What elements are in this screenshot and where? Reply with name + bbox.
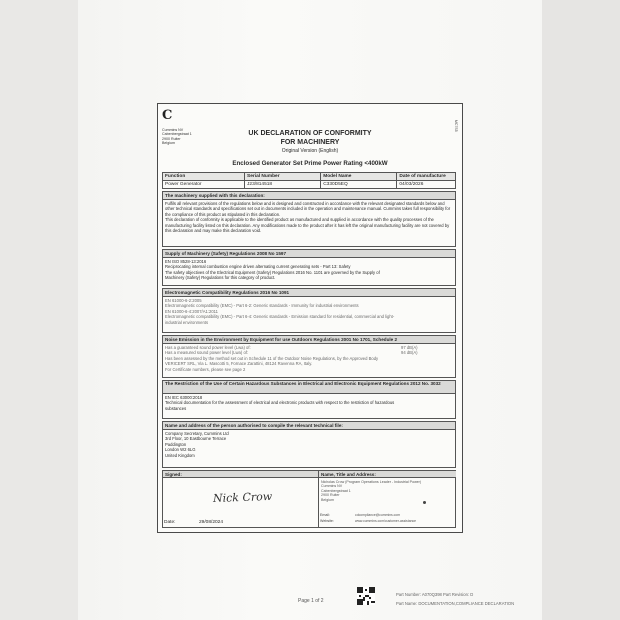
signed-label: Signed: xyxy=(163,471,318,478)
cell-serial: J23/814518 xyxy=(245,181,321,189)
document-id: MC7S5 xyxy=(454,120,458,132)
document-title-line2: FOR MACHINERY xyxy=(280,139,340,146)
product-table xyxy=(162,172,456,189)
section-emc xyxy=(162,288,456,333)
section-technical-file xyxy=(162,421,456,468)
col-serial: Serial Number xyxy=(245,173,321,181)
signatory-details-box xyxy=(319,471,456,527)
document-subtitle: Enclosed Generator Set Prime Power Rating <400kW xyxy=(232,160,388,167)
date-label: Date: xyxy=(164,520,176,525)
date-value: 29/08/2024 xyxy=(199,520,224,525)
section-noise xyxy=(162,335,456,378)
company-address: Cummins NV Cabenbergstraat 1 2900 Ruiter Belgium xyxy=(162,128,192,146)
document-title: UK DECLARATION OF CONFORMITY xyxy=(248,130,372,137)
section-heading: The machinery supplied with this declaration: xyxy=(163,192,455,200)
section-heading: Name and address of the person authorised to compile the relevant technical file: xyxy=(163,422,455,430)
product-table-header xyxy=(163,173,456,181)
col-function: Function xyxy=(163,173,245,181)
part-number: Part Number: A070Q398 Part Revision: D xyxy=(396,592,474,597)
email-value: cdcompliance@cummins.com xyxy=(355,513,401,517)
section-heading: Supply of Machinery (Safety) Regulations 2008 No 1597 xyxy=(163,250,455,258)
signature-section xyxy=(162,470,456,528)
cell-function: Power Generator xyxy=(163,181,245,189)
background-right xyxy=(542,0,620,620)
section-heading: Electromagnetic Compatibility Regulations 2016 No 1091 xyxy=(163,289,455,297)
qr-code-icon xyxy=(357,587,375,605)
signatory-details: Nicholas Crow (Program Operations Leader - Industrial Power) Cummins NV Cabenbergstraat 1 2900 Ruiter Belgium xyxy=(321,480,422,502)
section-body: EN 61000-6-2:2005 Electromagnetic compatibility (EMC) - Part 6-2: Generic standards - Immunity for industrial environments EN 61000-6-4:2007/A1:2011 Electromagnetic compatibility (EMC) - Part 6-4: Generic standards - Emission standard for residential, commercial and light- industrial environments xyxy=(165,298,395,325)
background-left xyxy=(0,0,78,620)
section-heading: Noise Emission in the Environment by Equipment for use Outdoors Regulations 2001 No 1701, Schedule 2 xyxy=(163,336,455,344)
section-body: Has a guaranteed sound power level (Lwa) of: 97 dB(A) Has a measured sound power level (Lwa) of: 94 dB(A) Has been assessed by the method set out in Schedule 11 of the Outdoor Noise Regulations, by the Approved Body VERICERT SRL, Via L. Mascotti 5, Fornace Zarattini, 48124 Ravenna RA, Italy. For Certificate numbers, please see page 2 xyxy=(165,345,418,372)
table-row xyxy=(163,181,456,189)
cell-date: 04/03/2026 xyxy=(397,181,456,189)
section-supplied xyxy=(162,191,456,247)
cell-model: C330D5EQ xyxy=(321,181,397,189)
version-label: Original Version (English) xyxy=(281,148,339,154)
mark-dot xyxy=(423,501,426,504)
page-number: Page 1 of 2 xyxy=(298,598,324,604)
declaration-document xyxy=(157,103,463,533)
name-title-label: Name, Title and Address: xyxy=(319,471,456,478)
part-name: Part Name: DOCUMENTATION,COMPLIANCE DECLARATION xyxy=(396,601,515,606)
cummins-logo: C xyxy=(162,108,173,123)
signed-box xyxy=(163,471,319,527)
section-body: EN ISO 8528-13:2016 Reciprocating internal combustion engine driven alternating current generating sets - Part 13: Safety The safety objectives of the Electrical Equipment (Safety) Regulations 2016 No. 1101 are governed by the Supply of Machinery (Safety) Regulations for this category of product. xyxy=(165,259,380,281)
section-supply-regulations xyxy=(162,249,456,286)
section-rohs xyxy=(162,380,456,419)
email-label: Email: xyxy=(320,513,330,517)
website-value: www.cummins.com/customer-assistance xyxy=(355,519,417,523)
section-body: Fulfils all relevant provisions of the regulations below and is designed and constructed in accordance with the relevant designated standards below and other technical standards and specifications set out in documents included in the operation and maintenance manual. Cummins takes full responsibility for the compliance of this product as stipulated in this declaration. This declaration of conformity is applicable to the identified product as manufactured and supplied in accordance with the quality processes of the manufacturing facility listed on this declaration. Any modifications made to the product after it has left the original manufacturing facility are not covered by this declaration and may make this declaration void. xyxy=(165,201,451,234)
col-date: Date of manufacture xyxy=(397,173,456,181)
section-body: EN IEC 63000:2018 Technical documentation for the assessment of electrical and electronic products with respect to the restriction of hazardous substances xyxy=(165,395,395,411)
col-model: Model Name xyxy=(321,173,397,181)
section-body: Company Secretary, Cummins Ltd 3rd Floor, 10 Eastbourne Terrace Paddington London W2 6LG United Kingdom xyxy=(165,431,229,458)
section-heading: The Restriction of the Use of Certain Hazardous Substances in Electrical and Electronic Equipment Regulations 2012 No. 3032 xyxy=(163,381,455,394)
handwritten-signature: Nick Crow xyxy=(212,489,273,506)
website-label: Website: xyxy=(320,519,334,523)
